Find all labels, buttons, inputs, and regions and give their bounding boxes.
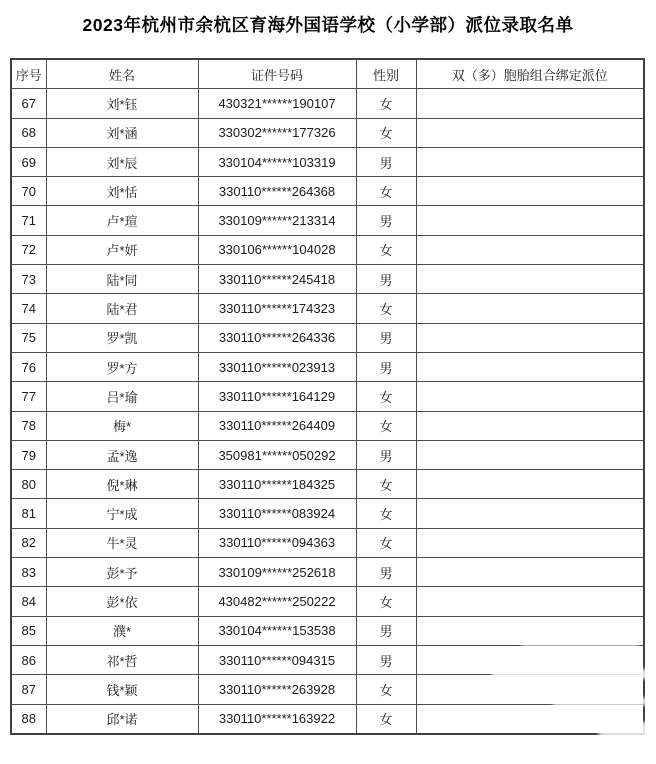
cell-name: 陆*同 <box>46 265 198 294</box>
column-header-twin-binding: 双（多）胞胎组合绑定派位 <box>416 59 644 89</box>
cell-gender: 女 <box>356 675 416 704</box>
cell-id-number: 330110******264336 <box>198 323 356 352</box>
cell-no: 80 <box>11 470 46 499</box>
table-header-row <box>11 59 644 89</box>
table-row <box>11 147 644 176</box>
cell-no: 83 <box>11 558 46 587</box>
cell-gender: 女 <box>356 704 416 734</box>
table-row <box>11 206 644 235</box>
cell-gender: 男 <box>356 206 416 235</box>
cell-gender: 男 <box>356 558 416 587</box>
cell-id-number: 330110******263928 <box>198 675 356 704</box>
table-row <box>11 645 644 674</box>
cell-id-number: 330110******264409 <box>198 411 356 440</box>
cell-id-number: 430321******190107 <box>198 89 356 118</box>
cell-no: 79 <box>11 440 46 469</box>
cell-name: 钱*颖 <box>46 675 198 704</box>
table-row <box>11 528 644 557</box>
cell-gender: 男 <box>356 147 416 176</box>
cell-no: 73 <box>11 265 46 294</box>
column-header-name: 姓名 <box>46 59 198 89</box>
cell-no: 70 <box>11 177 46 206</box>
cell-gender: 女 <box>356 382 416 411</box>
cell-twin-binding <box>416 352 644 381</box>
cell-twin-binding <box>416 382 644 411</box>
cell-no: 71 <box>11 206 46 235</box>
cell-name: 吕*瑜 <box>46 382 198 411</box>
cell-twin-binding <box>416 645 644 674</box>
cell-id-number: 330110******023913 <box>198 352 356 381</box>
table-row <box>11 352 644 381</box>
cell-name: 刘*恬 <box>46 177 198 206</box>
cell-id-number: 330110******264368 <box>198 177 356 206</box>
cell-id-number: 330110******094315 <box>198 645 356 674</box>
cell-name: 罗*方 <box>46 352 198 381</box>
table-row <box>11 265 644 294</box>
cell-id-number: 330110******184325 <box>198 470 356 499</box>
cell-no: 74 <box>11 294 46 323</box>
cell-no: 68 <box>11 118 46 147</box>
cell-twin-binding <box>416 528 644 557</box>
table-row <box>11 616 644 645</box>
table-body <box>11 89 644 734</box>
cell-no: 82 <box>11 528 46 557</box>
cell-name: 彭*依 <box>46 587 198 616</box>
cell-name: 祁*哲 <box>46 645 198 674</box>
cell-twin-binding <box>416 294 644 323</box>
cell-gender: 男 <box>356 616 416 645</box>
cell-no: 72 <box>11 235 46 264</box>
cell-name: 牛*灵 <box>46 528 198 557</box>
table-row <box>11 323 644 352</box>
cell-id-number: 330110******164129 <box>198 382 356 411</box>
cell-no: 84 <box>11 587 46 616</box>
cell-no: 77 <box>11 382 46 411</box>
table-row <box>11 382 644 411</box>
table-row <box>11 118 644 147</box>
column-header-gender: 性别 <box>356 59 416 89</box>
cell-id-number: 330104******153538 <box>198 616 356 645</box>
cell-no: 69 <box>11 147 46 176</box>
cell-name: 卢*妍 <box>46 235 198 264</box>
cell-no: 67 <box>11 89 46 118</box>
cell-gender: 女 <box>356 89 416 118</box>
table-row <box>11 235 644 264</box>
cell-id-number: 330110******083924 <box>198 499 356 528</box>
cell-name: 梅* <box>46 411 198 440</box>
cell-id-number: 330104******103319 <box>198 147 356 176</box>
table-row <box>11 470 644 499</box>
cell-name: 卢*瑄 <box>46 206 198 235</box>
cell-id-number: 350981******050292 <box>198 440 356 469</box>
page-title: 2023年杭州市余杭区育海外国语学校（小学部）派位录取名单 <box>82 15 574 35</box>
cell-no: 76 <box>11 352 46 381</box>
table-row <box>11 704 644 734</box>
cell-twin-binding <box>416 499 644 528</box>
cell-id-number: 330106******104028 <box>198 235 356 264</box>
cell-no: 88 <box>11 704 46 734</box>
table-row <box>11 89 644 118</box>
cell-gender: 女 <box>356 528 416 557</box>
cell-twin-binding <box>416 235 644 264</box>
table-row <box>11 177 644 206</box>
table-row <box>11 675 644 704</box>
cell-name: 孟*逸 <box>46 440 198 469</box>
cell-twin-binding <box>416 177 644 206</box>
cell-gender: 女 <box>356 177 416 206</box>
cell-gender: 女 <box>356 118 416 147</box>
cell-name: 陆*君 <box>46 294 198 323</box>
cell-twin-binding <box>416 440 644 469</box>
cell-gender: 男 <box>356 352 416 381</box>
cell-no: 86 <box>11 645 46 674</box>
cell-twin-binding <box>416 265 644 294</box>
cell-twin-binding <box>416 616 644 645</box>
column-header-no: 序号 <box>11 59 46 89</box>
cell-name: 罗*凯 <box>46 323 198 352</box>
cell-name: 宁*成 <box>46 499 198 528</box>
cell-name: 倪*琳 <box>46 470 198 499</box>
cell-gender: 女 <box>356 470 416 499</box>
cell-id-number: 430482******250222 <box>198 587 356 616</box>
table-row <box>11 499 644 528</box>
cell-id-number: 330110******094363 <box>198 528 356 557</box>
cell-gender: 男 <box>356 440 416 469</box>
cell-twin-binding <box>416 675 644 704</box>
cell-gender: 男 <box>356 323 416 352</box>
cell-twin-binding <box>416 89 644 118</box>
cell-twin-binding <box>416 587 644 616</box>
admission-roster-table <box>10 58 645 735</box>
table-row <box>11 411 644 440</box>
cell-twin-binding <box>416 558 644 587</box>
cell-gender: 女 <box>356 499 416 528</box>
cell-gender: 男 <box>356 645 416 674</box>
table-row <box>11 440 644 469</box>
column-header-id-number: 证件号码 <box>198 59 356 89</box>
cell-no: 75 <box>11 323 46 352</box>
cell-no: 78 <box>11 411 46 440</box>
cell-id-number: 330110******245418 <box>198 265 356 294</box>
cell-twin-binding <box>416 323 644 352</box>
table-row <box>11 587 644 616</box>
cell-gender: 男 <box>356 265 416 294</box>
cell-name: 彭*予 <box>46 558 198 587</box>
cell-no: 81 <box>11 499 46 528</box>
cell-name: 刘*涵 <box>46 118 198 147</box>
table-row <box>11 294 644 323</box>
cell-gender: 女 <box>356 411 416 440</box>
cell-twin-binding <box>416 704 644 734</box>
cell-twin-binding <box>416 118 644 147</box>
cell-gender: 女 <box>356 294 416 323</box>
cell-no: 85 <box>11 616 46 645</box>
cell-twin-binding <box>416 147 644 176</box>
cell-name: 濮* <box>46 616 198 645</box>
cell-twin-binding <box>416 470 644 499</box>
cell-no: 87 <box>11 675 46 704</box>
cell-name: 邱*诺 <box>46 704 198 734</box>
cell-name: 刘*辰 <box>46 147 198 176</box>
cell-id-number: 330110******163922 <box>198 704 356 734</box>
cell-id-number: 330302******177326 <box>198 118 356 147</box>
cell-twin-binding <box>416 411 644 440</box>
cell-gender: 女 <box>356 235 416 264</box>
cell-twin-binding <box>416 206 644 235</box>
cell-id-number: 330109******252618 <box>198 558 356 587</box>
cell-id-number: 330110******174323 <box>198 294 356 323</box>
cell-gender: 女 <box>356 587 416 616</box>
cell-name: 刘*钰 <box>46 89 198 118</box>
table-row <box>11 558 644 587</box>
cell-id-number: 330109******213314 <box>198 206 356 235</box>
